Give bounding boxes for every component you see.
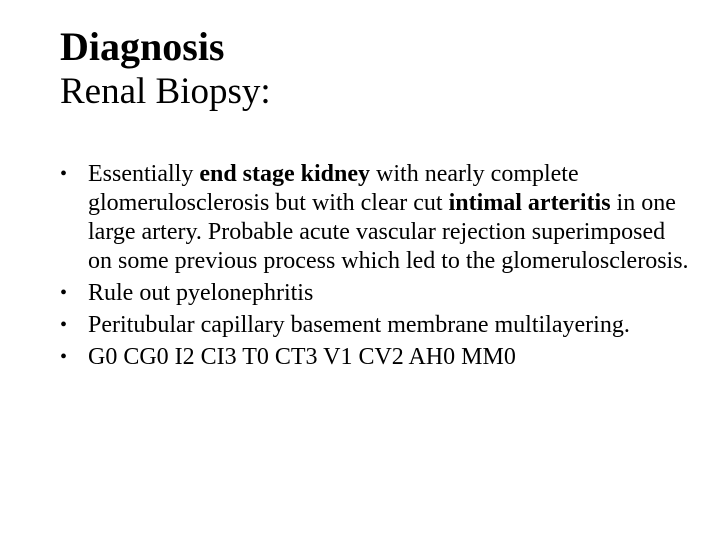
bullet-text bbox=[88, 161, 689, 274]
text-segment: in one large artery. Probable acute vascular rejection superimposed on some previous process which led to the glomerulosclerosis. bbox=[88, 190, 689, 274]
bullet-text: Rule out pyelonephritis bbox=[88, 280, 314, 306]
bullet-text: G0 CG0 I2 CI3 T0 CT3 V1 CV2 AH0 MM0 bbox=[88, 344, 516, 370]
bold-text-segment: intimal arteritis bbox=[448, 190, 611, 216]
title-block bbox=[60, 24, 680, 114]
bullet-dot-icon: • bbox=[60, 314, 68, 336]
bullet-list bbox=[60, 160, 690, 375]
bullet-dot-icon: • bbox=[60, 346, 68, 368]
slide-subtitle: Renal Biopsy: bbox=[60, 71, 271, 112]
bullet-dot-icon: • bbox=[60, 163, 68, 185]
bullet-item bbox=[60, 343, 690, 372]
bullet-text: Peritubular capillary basement membrane multilayering. bbox=[88, 312, 630, 338]
bullet-item bbox=[60, 160, 690, 276]
bullet-item bbox=[60, 311, 690, 340]
bold-text-segment: end stage kidney bbox=[199, 161, 371, 187]
text-segment: with nearly complete glomerulosclerosis but with clear cut bbox=[88, 161, 579, 216]
bullet-item bbox=[60, 279, 690, 308]
text-segment: Essentially bbox=[88, 161, 200, 187]
slide-title: Diagnosis bbox=[60, 24, 225, 69]
bullet-dot-icon: • bbox=[60, 282, 68, 304]
